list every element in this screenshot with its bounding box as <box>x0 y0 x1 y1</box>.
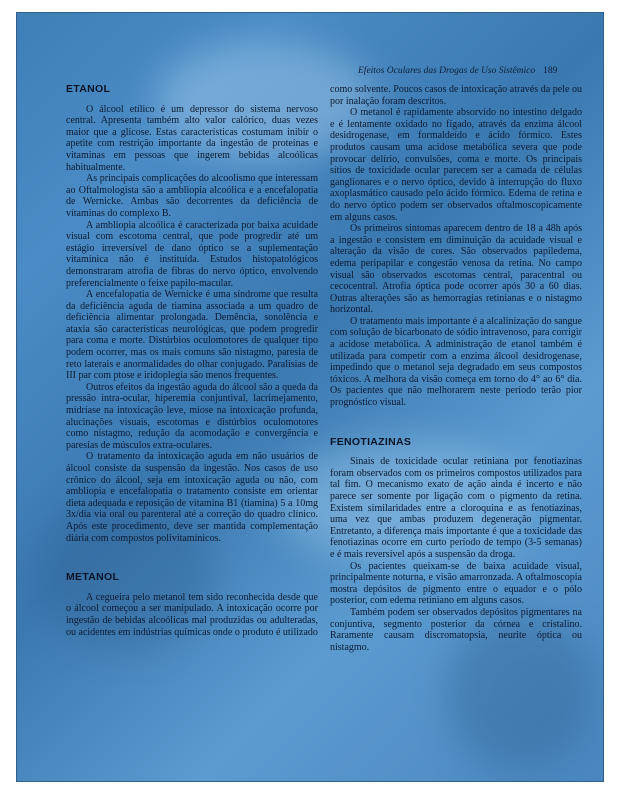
section-heading-etanol: ETANOL <box>66 83 111 95</box>
paragraph: A cegueira pelo metanol tem sido reconhecida desde que o álcool começou a ser manipulado. A intoxicação ocorre por ingestão de bebidas alcoólicas mal produzidas ou adulteradas, ou acidentes em indústrias químicas onde o produto é utilizado <box>66 591 318 638</box>
paragraph: Os primeiros sintomas aparecem dentro de 18 a 48h após a ingestão e consistem em diminuição da acuidade visual e alteração da visão de cores. São observados papiledema, edema peripapilar e congestão venosa da retina. No campo visual são observados escotomas central, paracentral ou cecocentral. Atrofia óptica pode ocorrer após 30 a 60 dias. Outras alterações são as hemorragias retinianas e o nistagmo horizontal. <box>330 223 582 316</box>
section-heading-metanol: METANOL <box>66 571 120 584</box>
paragraph: como solvente. Poucos casos de intoxicação através da pele ou por inalação foram descritos. <box>330 84 582 107</box>
section-heading-fenotiazinas: FENOTIAZINAS <box>330 435 412 448</box>
right-column <box>330 84 582 653</box>
paragraph: Também podem ser observados depósitos pigmentares na conjuntiva, segmento posterior da córnea e cristalino. Raramente causam discromatopsia, neurite óptica ou nistagmo. <box>330 606 582 653</box>
paragraph: O tratamento mais importante é a alcalinização do sangue com solução de bicarbonato de sódio intravenoso, para corrigir a acidose metabólica. A administração de etanol também é utilizada para competir com a enzima álcool desidrogenase, impedindo que o metanol seja degradado em seus compostos tóxicos. A melhora da visão começa em torno do 4° ao 6° dia. Os pacientes que não melhorarem neste período terão pior prognóstico visual. <box>330 315 582 409</box>
paragraph: As principais complicações do alcoolismo que interessam ao Oftalmologista são a ambliopia alcoólica e a encefalopatia de Wernicke. Ambas são decorrentes da deficiência de vitaminas do complexo B. <box>66 173 318 219</box>
paragraph: O metanol é rapidamente absorvido no intestino delgado e é lentamente oxidado no fígado, através da enzima álcool desidrogenase, em formaldeído e ácido fórmico. Estes produtos causam uma acidose metabólica severa que pode provocar delírio, convulsões, coma e morte. Os principais sítios de toxicidade ocular parecem ser a camada de células ganglionares e o nervo óptico, devido à interrupção do fluxo axoplasmático causado pelo ácido fórmico. Edema de retina e do nervo óptico podem ser observados oftalmoscopicamente em alguns casos. <box>330 107 582 223</box>
page-number: 189 <box>543 66 558 76</box>
paragraph: A encefalopatia de Wernicke é uma síndrome que resulta da deficiência aguda de tiamina associada a um quadro de deficiência alimentar prolongada. Demência, sonolência e ataxia são características neurológicas, que podem progredir para coma e morte. Distúrbios oculomotores de qualquer tipo podem ocorrer, mas os mais comuns são nistagmo, paresia de reto laterais e anormalidades do olhar conjugado. Paralisias de III par com ptose e iridoplegia são menos frequentes. <box>66 289 318 382</box>
left-column <box>66 84 318 638</box>
running-header <box>358 66 568 76</box>
paragraph: O álcool etílico é um depressor do sistema nervoso central. Apresenta também alto valor calórico, duas vezes maior que a glicose. Estas características costumam inibir o apetite com restrição importante da ingestão de proteínas e vitaminas em pessoas que ingerem bebidas alcoólicas habitualmente. <box>66 103 318 173</box>
running-title: Efeitos Oculares das Drogas de Uso Sistêmico <box>358 66 536 76</box>
paragraph: Outros efeitos da ingestão aguda do álcool são a queda da pressão intra-ocular, hiperemia conjuntival, lacrimejamento, midríase na intoxicação leve, miose na intoxicação profunda, alucinações visuais, escotomas e distúrbios oculomotores como nistagmo, redução da acomodação e convergência e paresias de músculos extra-oculares. <box>66 381 318 451</box>
paragraph: A ambliopia alcoólica é caracterizada por baixa acuidade visual com escotoma central, que pode progredir até um estágio irreversível de dano óptico se a suplementação vitamínica não é instituída. Estudos histopatológicos demonstraram atrofia de fibras do nervo óptico, envolvendo preferencialmente o feixe papilo-macular. <box>66 219 318 289</box>
paragraph: Os pacientes queixam-se de baixa acuidade visual, principalmente noturna, e visão amarronzada. A oftalmoscopia mostra depósitos de pigmento entre o equador e o pólo posterior, com edema retiniano em alguns casos. <box>330 560 582 607</box>
paragraph: O tratamento da intoxicação aguda em não usuários de álcool consiste da suspensão da ingestão. Nos casos de uso crônico do álcool, seja em intoxicação aguda ou não, com ambliopia e encefalopatia o tratamento consiste em orientar dieta adequada e reposição de vitamina B1 (tiamina) 5 a 10mg 3x/dia via oral ou parenteral até a correção do quadro clínico. Após este procedimento, deve ser mantida complementação diária com compostos polivitamínicos. <box>66 451 318 544</box>
paragraph: Sinais de toxicidade ocular retiniana por fenotiazinas foram observados com os primeiros compostos utilizados para tal fim. O mecanismo exato de ação ainda é incerto e não parece ser somente por ligação com o pigmento da retina. Existem similaridades entre a cloroquina e as fenotiazinas, uma vez que ambas produzem degeneração pigmentar. Entretanto, a diferença mais importante é que a toxicidade das fenotiazinas ocorre em curto período de tempo (3-5 semanas) e é mais reversível após a suspensão da droga. <box>330 456 582 560</box>
